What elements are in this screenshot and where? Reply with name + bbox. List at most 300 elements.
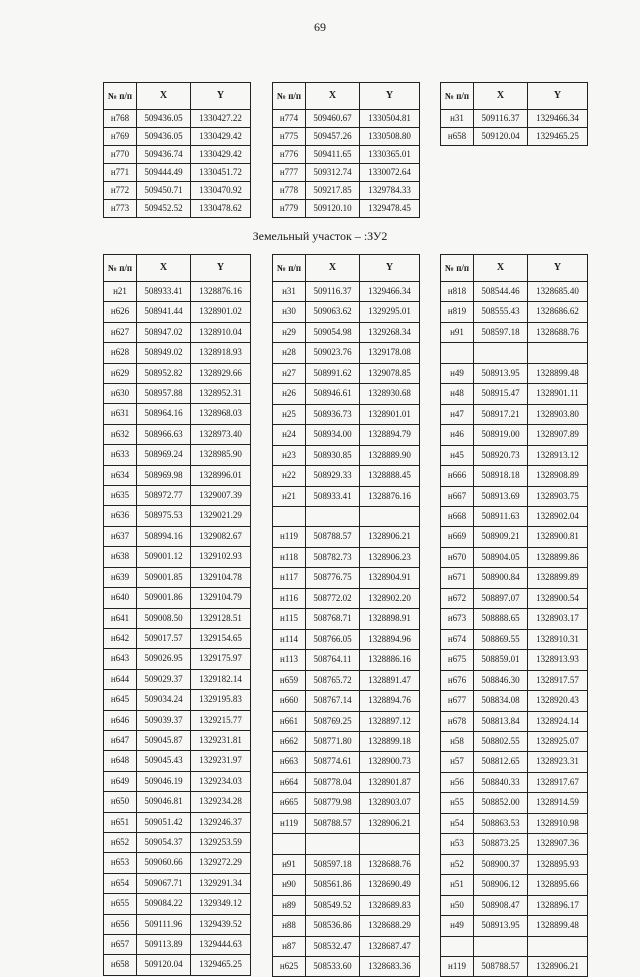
coord-table-3 <box>440 82 588 146</box>
x-coordinate: 508991.62 <box>306 363 360 383</box>
y-coordinate <box>528 936 588 956</box>
table-row <box>273 568 420 588</box>
table-row <box>441 282 588 302</box>
table-row <box>441 110 588 128</box>
x-coordinate: 509060.66 <box>137 853 191 873</box>
y-coordinate: 1328898.91 <box>360 609 420 629</box>
y-coordinate: 1328683.36 <box>360 956 420 976</box>
point-number: н770 <box>104 146 137 164</box>
point-number: н21 <box>273 486 306 506</box>
table-row <box>273 425 420 445</box>
x-coordinate: 508952.82 <box>137 363 191 383</box>
y-coordinate: 1329021.29 <box>191 506 251 526</box>
point-number: н658 <box>441 128 474 146</box>
point-number: н654 <box>104 873 137 893</box>
y-coordinate: 1328906.23 <box>360 547 420 567</box>
y-coordinate: 1329215.77 <box>191 710 251 730</box>
coord-table-5 <box>272 254 420 977</box>
table-row <box>441 629 588 649</box>
table-row <box>441 425 588 445</box>
y-coordinate: 1328690.49 <box>360 875 420 895</box>
y-coordinate: 1330451.72 <box>191 164 251 182</box>
y-coordinate: 1329178.08 <box>360 343 420 363</box>
y-coordinate: 1328906.21 <box>528 956 588 976</box>
y-coordinate <box>528 343 588 363</box>
table-row <box>273 609 420 629</box>
point-number: н48 <box>441 384 474 404</box>
table-row <box>441 711 588 731</box>
x-coordinate: 508908.47 <box>474 895 528 915</box>
x-coordinate: 509120.10 <box>306 200 360 218</box>
y-coordinate: 1329104.79 <box>191 588 251 608</box>
table-row <box>441 670 588 690</box>
point-number: н28 <box>273 343 306 363</box>
x-coordinate: 508764.11 <box>306 650 360 670</box>
table-row <box>441 916 588 936</box>
table-row <box>441 445 588 465</box>
table-row <box>273 146 420 164</box>
table-row <box>441 956 588 976</box>
y-coordinate: 1328903.07 <box>360 793 420 813</box>
x-coordinate: 508941.44 <box>137 302 191 322</box>
y-coordinate: 1329272.29 <box>191 853 251 873</box>
table-row <box>104 164 251 182</box>
y-coordinate: 1328686.62 <box>528 302 588 322</box>
table-row <box>104 506 251 526</box>
point-number: н638 <box>104 547 137 567</box>
point-number: н22 <box>273 466 306 486</box>
point-number: н666 <box>441 466 474 486</box>
point-number: н778 <box>273 182 306 200</box>
point-number: н119 <box>273 813 306 833</box>
y-coordinate: 1329234.03 <box>191 771 251 791</box>
x-coordinate: 508774.61 <box>306 752 360 772</box>
table-row <box>441 936 588 956</box>
y-coordinate: 1328910.31 <box>528 629 588 649</box>
table-row <box>441 527 588 547</box>
x-coordinate: 508904.05 <box>474 547 528 567</box>
point-number: н55 <box>441 793 474 813</box>
x-coordinate: 508869.55 <box>474 629 528 649</box>
point-number: н46 <box>441 425 474 445</box>
table-row <box>104 894 251 914</box>
x-coordinate: 509067.71 <box>137 873 191 893</box>
y-coordinate: 1330470.92 <box>191 182 251 200</box>
y-coordinate: 1329007.39 <box>191 486 251 506</box>
y-coordinate: 1328910.98 <box>528 813 588 833</box>
x-coordinate: 508765.72 <box>306 670 360 690</box>
table-row <box>441 343 588 363</box>
table-row <box>441 793 588 813</box>
x-coordinate: 508966.63 <box>137 424 191 444</box>
table-row <box>273 363 420 383</box>
point-number: н659 <box>273 670 306 690</box>
point-number: н667 <box>441 486 474 506</box>
x-coordinate: 509063.62 <box>306 302 360 322</box>
point-number: н630 <box>104 384 137 404</box>
x-coordinate: 509436.74 <box>137 146 191 164</box>
coord-table-2 <box>272 82 420 218</box>
header-num: № п/п <box>441 255 474 282</box>
y-coordinate: 1329175.97 <box>191 649 251 669</box>
x-coordinate: 508888.65 <box>474 609 528 629</box>
table-row <box>104 649 251 669</box>
y-coordinate: 1328886.16 <box>360 650 420 670</box>
point-number: н116 <box>273 588 306 608</box>
y-coordinate: 1329295.01 <box>360 302 420 322</box>
x-coordinate: 508913.69 <box>474 486 528 506</box>
table-row <box>273 547 420 567</box>
table-row <box>104 404 251 424</box>
table-row <box>104 322 251 342</box>
table-row <box>104 628 251 648</box>
table-row <box>104 567 251 587</box>
x-coordinate: 509034.24 <box>137 690 191 710</box>
y-coordinate: 1328903.80 <box>528 404 588 424</box>
y-coordinate: 1328908.89 <box>528 466 588 486</box>
point-number: н771 <box>104 164 137 182</box>
table-row <box>441 466 588 486</box>
header-num: № п/п <box>104 255 137 282</box>
point-number: н25 <box>273 404 306 424</box>
point-number: н768 <box>104 110 137 128</box>
y-coordinate: 1328688.76 <box>528 322 588 342</box>
x-coordinate: 508779.98 <box>306 793 360 813</box>
table-row <box>441 128 588 146</box>
x-coordinate: 509001.12 <box>137 547 191 567</box>
point-number: н670 <box>441 547 474 567</box>
table-row <box>104 771 251 791</box>
table-row <box>273 322 420 342</box>
point-number: н626 <box>104 302 137 322</box>
table-row <box>273 650 420 670</box>
y-coordinate: 1328917.67 <box>528 772 588 792</box>
table-row <box>441 404 588 424</box>
point-number: н119 <box>273 527 306 547</box>
table-row <box>104 182 251 200</box>
header-num: № п/п <box>441 83 474 110</box>
y-coordinate: 1328876.16 <box>360 486 420 506</box>
point-number: н644 <box>104 669 137 689</box>
x-coordinate: 508772.02 <box>306 588 360 608</box>
x-coordinate: 508813.84 <box>474 711 528 731</box>
y-coordinate: 1329182.14 <box>191 669 251 689</box>
table-row <box>441 854 588 874</box>
x-coordinate: 508933.41 <box>137 282 191 302</box>
y-coordinate: 1328925.07 <box>528 731 588 751</box>
y-coordinate: 1328985.90 <box>191 445 251 465</box>
y-coordinate: 1328917.57 <box>528 670 588 690</box>
header-num: № п/п <box>273 255 306 282</box>
table-row <box>104 730 251 750</box>
point-number: н677 <box>441 691 474 711</box>
coord-table-6 <box>440 254 588 977</box>
y-coordinate: 1328899.48 <box>528 363 588 383</box>
y-coordinate: 1328906.21 <box>360 813 420 833</box>
x-coordinate: 508946.61 <box>306 384 360 404</box>
point-number: н663 <box>273 752 306 772</box>
table-row <box>273 506 420 526</box>
point-number: н646 <box>104 710 137 730</box>
y-coordinate: 1328929.66 <box>191 363 251 383</box>
x-coordinate: 508859.01 <box>474 650 528 670</box>
point-number: н49 <box>441 916 474 936</box>
y-coordinate: 1328906.21 <box>360 527 420 547</box>
table-row <box>273 486 420 506</box>
y-coordinate: 1328923.31 <box>528 752 588 772</box>
point-number: н89 <box>273 895 306 915</box>
point-number: н672 <box>441 588 474 608</box>
y-coordinate: 1328894.96 <box>360 629 420 649</box>
header-x: X <box>137 83 191 110</box>
x-coordinate: 509436.05 <box>137 110 191 128</box>
point-number: н91 <box>441 322 474 342</box>
x-coordinate: 508930.85 <box>306 445 360 465</box>
table-row <box>441 731 588 751</box>
table-row <box>104 792 251 812</box>
y-coordinate: 1328913.93 <box>528 650 588 670</box>
page-number: 69 <box>314 20 326 34</box>
table-row <box>104 128 251 146</box>
table-row <box>104 363 251 383</box>
point-number: н627 <box>104 322 137 342</box>
table-row <box>441 609 588 629</box>
point-number: н26 <box>273 384 306 404</box>
table-row <box>104 935 251 955</box>
x-coordinate: 508873.25 <box>474 834 528 854</box>
header-x: X <box>474 255 528 282</box>
point-number: н113 <box>273 650 306 670</box>
header-x: X <box>306 255 360 282</box>
x-coordinate: 508769.25 <box>306 711 360 731</box>
point-number: н678 <box>441 711 474 731</box>
table-row <box>273 384 420 404</box>
point-number: н87 <box>273 936 306 956</box>
y-coordinate: 1328899.89 <box>528 568 588 588</box>
table-row <box>273 834 420 854</box>
table-row <box>104 424 251 444</box>
y-coordinate: 1329078.85 <box>360 363 420 383</box>
x-coordinate: 509001.85 <box>137 567 191 587</box>
point-number: н642 <box>104 628 137 648</box>
point-number: н88 <box>273 916 306 936</box>
x-coordinate: 508852.00 <box>474 793 528 813</box>
y-coordinate: 1328876.16 <box>191 282 251 302</box>
point-number <box>441 343 474 363</box>
point-number: н114 <box>273 629 306 649</box>
point-number: н21 <box>104 282 137 302</box>
x-coordinate: 508778.04 <box>306 772 360 792</box>
point-number: н772 <box>104 182 137 200</box>
point-number: н671 <box>441 568 474 588</box>
x-coordinate: 509111.96 <box>137 914 191 934</box>
x-coordinate: 508544.46 <box>474 282 528 302</box>
y-coordinate <box>360 506 420 526</box>
x-coordinate: 508788.57 <box>474 956 528 976</box>
x-coordinate: 508536.86 <box>306 916 360 936</box>
y-coordinate: 1328903.17 <box>528 609 588 629</box>
y-coordinate: 1329478.45 <box>360 200 420 218</box>
point-number: н656 <box>104 914 137 934</box>
point-number: н674 <box>441 629 474 649</box>
coord-table-1 <box>103 82 251 218</box>
coord-table-4 <box>103 254 251 976</box>
table-row <box>441 506 588 526</box>
point-number: н47 <box>441 404 474 424</box>
x-coordinate: 508920.73 <box>474 445 528 465</box>
table-row <box>104 486 251 506</box>
table-row <box>104 343 251 363</box>
point-number: н49 <box>441 363 474 383</box>
y-coordinate: 1328688.76 <box>360 854 420 874</box>
x-coordinate: 508975.53 <box>137 506 191 526</box>
point-number: н649 <box>104 771 137 791</box>
y-coordinate: 1328968.03 <box>191 404 251 424</box>
table-row <box>441 895 588 915</box>
y-coordinate: 1328907.89 <box>528 425 588 445</box>
point-number: н628 <box>104 343 137 363</box>
table-row <box>273 752 420 772</box>
point-number <box>441 936 474 956</box>
y-coordinate: 1328973.40 <box>191 424 251 444</box>
table-row <box>441 588 588 608</box>
x-coordinate: 509045.87 <box>137 730 191 750</box>
table-row <box>273 404 420 424</box>
y-coordinate: 1328899.86 <box>528 547 588 567</box>
y-coordinate: 1328888.45 <box>360 466 420 486</box>
point-number: н769 <box>104 128 137 146</box>
point-number: н641 <box>104 608 137 628</box>
table-row <box>104 547 251 567</box>
y-coordinate: 1329268.34 <box>360 322 420 342</box>
y-coordinate: 1329291.34 <box>191 873 251 893</box>
table-row <box>104 608 251 628</box>
x-coordinate: 508863.53 <box>474 813 528 833</box>
point-number: н660 <box>273 691 306 711</box>
point-number: н665 <box>273 793 306 813</box>
y-coordinate: 1328902.04 <box>528 506 588 526</box>
point-number: н52 <box>441 854 474 874</box>
x-coordinate: 508788.57 <box>306 527 360 547</box>
point-number: н635 <box>104 486 137 506</box>
y-coordinate: 1328895.93 <box>528 854 588 874</box>
y-coordinate: 1328685.40 <box>528 282 588 302</box>
y-coordinate: 1330365.01 <box>360 146 420 164</box>
x-coordinate: 509113.89 <box>137 935 191 955</box>
table-row <box>273 895 420 915</box>
table-row <box>104 465 251 485</box>
table-row <box>273 343 420 363</box>
table-row <box>273 875 420 895</box>
table-row <box>104 751 251 771</box>
y-coordinate: 1329784.33 <box>360 182 420 200</box>
point-number: н23 <box>273 445 306 465</box>
x-coordinate: 509054.37 <box>137 832 191 852</box>
point-number: н648 <box>104 751 137 771</box>
table-row <box>273 711 420 731</box>
point-number: н634 <box>104 465 137 485</box>
x-coordinate: 508840.33 <box>474 772 528 792</box>
x-coordinate: 508782.73 <box>306 547 360 567</box>
y-coordinate: 1329444.63 <box>191 935 251 955</box>
y-coordinate: 1330508.80 <box>360 128 420 146</box>
y-coordinate: 1328897.12 <box>360 711 420 731</box>
x-coordinate: 508909.21 <box>474 527 528 547</box>
table-row <box>273 200 420 218</box>
y-coordinate: 1329104.78 <box>191 567 251 587</box>
x-coordinate: 509084.22 <box>137 894 191 914</box>
header-y: Y <box>360 255 420 282</box>
point-number: н652 <box>104 832 137 852</box>
x-coordinate: 508972.77 <box>137 486 191 506</box>
y-coordinate: 1328952.31 <box>191 384 251 404</box>
x-coordinate: 509054.98 <box>306 322 360 342</box>
point-number: н117 <box>273 568 306 588</box>
header-x: X <box>306 83 360 110</box>
y-coordinate: 1329082.67 <box>191 526 251 546</box>
x-coordinate: 508913.95 <box>474 916 528 936</box>
x-coordinate: 508929.33 <box>306 466 360 486</box>
x-coordinate: 508788.57 <box>306 813 360 833</box>
table-row <box>104 146 251 164</box>
x-coordinate: 508597.18 <box>474 322 528 342</box>
y-coordinate: 1328899.48 <box>528 916 588 936</box>
table-row <box>273 629 420 649</box>
header-num: № п/п <box>273 83 306 110</box>
point-number: н774 <box>273 110 306 128</box>
x-coordinate: 508933.41 <box>306 486 360 506</box>
point-number: н30 <box>273 302 306 322</box>
table-row <box>441 302 588 322</box>
x-coordinate: 508767.14 <box>306 691 360 711</box>
header-y: Y <box>360 83 420 110</box>
table-row <box>441 772 588 792</box>
x-coordinate: 508947.02 <box>137 322 191 342</box>
point-number: н661 <box>273 711 306 731</box>
x-coordinate: 508768.71 <box>306 609 360 629</box>
x-coordinate: 508964.16 <box>137 404 191 424</box>
point-number: н668 <box>441 506 474 526</box>
y-coordinate: 1329253.59 <box>191 832 251 852</box>
x-coordinate: 508532.47 <box>306 936 360 956</box>
table-row <box>441 813 588 833</box>
y-coordinate: 1330478.62 <box>191 200 251 218</box>
point-number: н639 <box>104 567 137 587</box>
table-row <box>273 527 420 547</box>
y-coordinate: 1328996.01 <box>191 465 251 485</box>
point-number: н91 <box>273 854 306 874</box>
x-coordinate: 508846.30 <box>474 670 528 690</box>
table-row <box>104 588 251 608</box>
x-coordinate: 509046.19 <box>137 771 191 791</box>
x-coordinate: 508802.55 <box>474 731 528 751</box>
table-row <box>441 547 588 567</box>
point-number: н643 <box>104 649 137 669</box>
x-coordinate: 509023.76 <box>306 343 360 363</box>
point-number: н669 <box>441 527 474 547</box>
table-row <box>104 669 251 689</box>
x-coordinate: 509436.05 <box>137 128 191 146</box>
point-number: н118 <box>273 547 306 567</box>
header-y: Y <box>528 83 588 110</box>
y-coordinate: 1328920.43 <box>528 691 588 711</box>
point-number: н24 <box>273 425 306 445</box>
x-coordinate: 509120.04 <box>474 128 528 146</box>
x-coordinate <box>306 506 360 526</box>
y-coordinate: 1328894.76 <box>360 691 420 711</box>
point-number: н629 <box>104 363 137 383</box>
table-row <box>104 873 251 893</box>
